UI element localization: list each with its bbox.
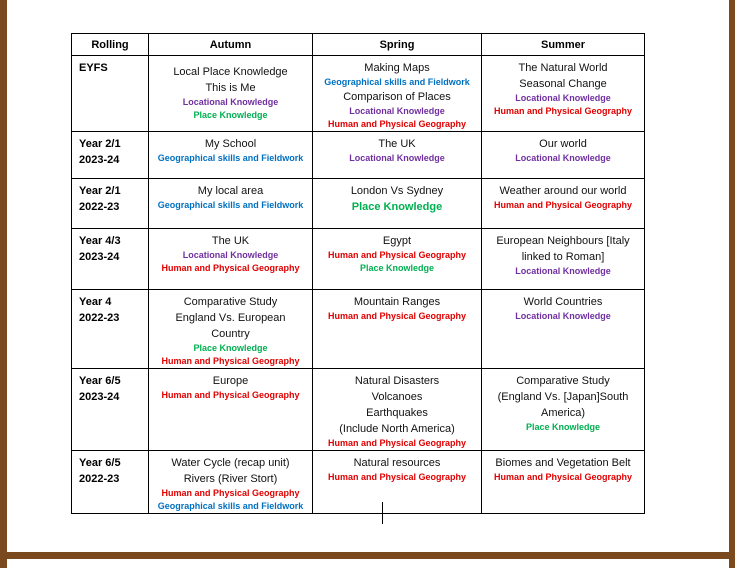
autumn-cell (149, 179, 313, 229)
topic-text: Comparative Study (183, 296, 278, 308)
topic-text: This is Me (205, 82, 256, 94)
autumn-cell (149, 229, 313, 290)
autumn-cell (149, 369, 313, 451)
vertical-rule (382, 502, 383, 524)
strand-tag: Place Knowledge (351, 201, 443, 213)
table-row (72, 132, 645, 179)
header-row (72, 34, 645, 56)
strand-tag: Human and Physical Geography (493, 200, 633, 210)
topic-text: Mountain Ranges (353, 296, 441, 308)
topic-text: Comparative Study (516, 375, 610, 387)
strand-tag: Geographical skills and Fieldwork (157, 501, 304, 511)
topic-text: Our world (539, 138, 587, 150)
topic-text: America) (540, 407, 585, 419)
strand-tag: Human and Physical Geography (161, 263, 300, 273)
topic-text: Natural resources (353, 457, 441, 469)
table-row (72, 290, 645, 369)
row-year-label: EYFS (79, 62, 108, 74)
table-body (72, 56, 645, 514)
row-year-label: Year 6/5 (79, 375, 121, 387)
header-rolling: Rolling (72, 34, 149, 56)
row-date-label: 2023-24 (79, 391, 120, 403)
strand-tag: Place Knowledge (193, 110, 268, 120)
strand-tag: Human and Physical Geography (327, 438, 467, 448)
spring-cell (313, 290, 482, 369)
table-row (72, 369, 645, 451)
topic-text: Earthquakes (366, 407, 428, 419)
strand-tag: Human and Physical Geography (493, 106, 633, 116)
curriculum-table (71, 33, 645, 514)
strand-tag: Human and Physical Geography (327, 311, 467, 321)
topic-text: Europe (212, 375, 249, 387)
table-row (72, 229, 645, 290)
row-year-label: Year 4 (79, 296, 112, 308)
strand-tag: Human and Physical Geography (161, 488, 300, 498)
topic-text: Natural Disasters (354, 375, 440, 387)
summer-cell (482, 290, 645, 369)
strand-tag: Human and Physical Geography (327, 472, 467, 482)
row-date-label: 2022-23 (79, 473, 120, 485)
row-label-cell (72, 56, 149, 132)
strand-tag: Human and Physical Geography (161, 390, 300, 400)
strand-tag: Locational Knowledge (515, 266, 611, 276)
topic-text: Country (211, 328, 250, 340)
strand-tag: Geographical skills and Fieldwork (157, 200, 304, 210)
summer-cell (482, 179, 645, 229)
strand-tag: Locational Knowledge (515, 311, 611, 321)
strand-tag: Geographical skills and Fieldwork (157, 153, 304, 163)
strand-tag: Place Knowledge (525, 422, 601, 432)
autumn-cell (149, 56, 313, 132)
spring-cell (313, 369, 482, 451)
header-autumn: Autumn (149, 34, 313, 56)
frame-left-border (0, 0, 7, 568)
topic-text: linked to Roman] (521, 251, 605, 263)
strand-tag: Locational Knowledge (349, 153, 445, 163)
row-date-label: 2022-23 (79, 201, 120, 213)
table-row (72, 56, 645, 132)
spring-cell (313, 132, 482, 179)
strand-tag: Locational Knowledge (182, 250, 279, 260)
strand-tag: Place Knowledge (193, 343, 268, 353)
topic-text: London Vs Sydney (350, 185, 444, 197)
topic-text: Comparison of Places (343, 91, 451, 103)
summer-cell (482, 56, 645, 132)
header-summer: Summer (482, 34, 645, 56)
row-date-label: 2023-24 (79, 154, 120, 166)
row-year-label: Year 4/3 (79, 235, 121, 247)
summer-cell (482, 229, 645, 290)
topic-text: Rivers (River Stort) (183, 473, 278, 485)
topic-text: Biomes and Vegetation Belt (495, 457, 631, 469)
row-label-cell (72, 229, 149, 290)
autumn-cell (149, 290, 313, 369)
row-date-label: 2023-24 (79, 251, 120, 263)
strand-tag: Locational Knowledge (515, 153, 611, 163)
page-edge (735, 0, 745, 568)
topic-text: Local Place Knowledge (173, 66, 288, 78)
topic-text: Making Maps (364, 62, 430, 74)
spring-cell (313, 451, 482, 514)
strand-tag: Locational Knowledge (515, 93, 611, 103)
autumn-cell (149, 451, 313, 514)
strand-tag: Human and Physical Geography (161, 356, 300, 366)
frame-bottom-border (7, 552, 735, 559)
strand-tag: Place Knowledge (359, 263, 435, 273)
table-row (72, 179, 645, 229)
strand-tag: Locational Knowledge (349, 106, 445, 116)
row-label-cell (72, 369, 149, 451)
table-row (72, 451, 645, 514)
summer-cell (482, 451, 645, 514)
row-year-label: Year 2/1 (79, 185, 121, 197)
row-label-cell (72, 179, 149, 229)
row-year-label: Year 2/1 (79, 138, 121, 150)
topic-text: Egypt (382, 235, 412, 247)
strand-tag: Human and Physical Geography (493, 472, 633, 482)
topic-text: Water Cycle (recap unit) (171, 457, 290, 469)
curriculum-table-container (71, 33, 645, 514)
topic-text: The UK (378, 138, 416, 150)
topic-text: England Vs. European (175, 312, 286, 324)
topic-text: The Natural World (518, 62, 608, 74)
spring-cell (313, 229, 482, 290)
spring-cell (313, 56, 482, 132)
row-label-cell (72, 290, 149, 369)
topic-text: My School (204, 138, 257, 150)
topic-text: World Countries (523, 296, 603, 308)
strand-tag: Locational Knowledge (182, 97, 279, 107)
autumn-cell (149, 132, 313, 179)
strand-tag: Human and Physical Geography (327, 250, 467, 260)
topic-text: My local area (197, 185, 264, 197)
topic-text: Seasonal Change (519, 78, 607, 90)
topic-text: Weather around our world (499, 185, 627, 197)
row-label-cell (72, 451, 149, 514)
row-date-label: 2022-23 (79, 312, 120, 324)
summer-cell (482, 369, 645, 451)
strand-tag: Human and Physical Geography (327, 119, 467, 129)
header-spring: Spring (313, 34, 482, 56)
topic-text: European Neighbours [Italy (496, 235, 630, 247)
spring-cell (313, 179, 482, 229)
topic-text: The UK (211, 235, 250, 247)
strand-tag: Geographical skills and Fieldwork (324, 77, 470, 87)
topic-text: (Include North America) (339, 423, 455, 435)
row-year-label: Year 6/5 (79, 457, 121, 469)
topic-text: (England Vs. [Japan]South (497, 391, 629, 403)
summer-cell (482, 132, 645, 179)
row-label-cell (72, 132, 149, 179)
topic-text: Volcanoes (371, 391, 423, 403)
